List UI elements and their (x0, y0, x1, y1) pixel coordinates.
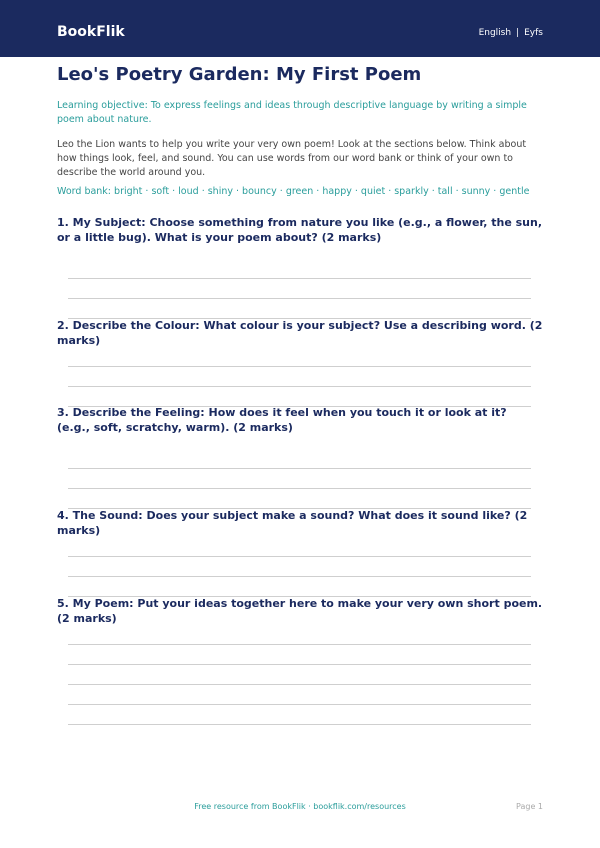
language-label: English (478, 28, 512, 38)
answer-line[interactable] (68, 576, 531, 577)
question-1: 1. My Subject: Choose something from nature you like (e.g., a flower, the sun, or a little bug). What is your poem about? (2 marks) (57, 216, 543, 244)
answer-line[interactable] (68, 684, 531, 685)
answer-line[interactable] (68, 298, 531, 299)
meta-separator: | (516, 28, 520, 38)
footer-credit[interactable]: Free resource from BookFlik · bookflik.com/resources (194, 802, 406, 811)
answer-line[interactable] (68, 468, 531, 469)
question-2: 2. Describe the Colour: What colour is your subject? Use a describing word. (2 marks) (57, 319, 543, 347)
intro-text: Leo the Lion wants to help you write your very own poem! Look at the sections below. Think about how things look, feel, and sound. You can use words from our word bank or think of your own to describe the world around you. (57, 139, 527, 178)
brand-logo[interactable]: BookFlik (57, 24, 125, 40)
question-4: 4. The Sound: Does your subject make a sound? What does it sound like? (2 marks) (57, 509, 528, 537)
answer-line[interactable] (68, 366, 531, 367)
word-bank: Word bank: bright · soft · loud · shiny · bouncy · green · happy · quiet · sparkly · tall · sunny · gentle (57, 186, 530, 197)
worksheet-title: Leo's Poetry Garden: My First Poem (57, 64, 422, 85)
answer-line[interactable] (68, 664, 531, 665)
learning-objective: Learning objective: To express feelings and ideas through descriptive language by writing a simple poem about nature. (57, 100, 527, 125)
answer-line[interactable] (68, 278, 531, 279)
answer-line[interactable] (68, 386, 531, 387)
answer-line[interactable] (68, 724, 531, 725)
question-3: 3. Describe the Feeling: How does it feel when you touch it or look at it? (e.g., soft, scratchy, warm). (2 marks) (57, 406, 507, 434)
page-number: Page 1 (516, 802, 543, 811)
level-label: Eyfs (524, 28, 543, 38)
site-header (0, 0, 600, 57)
answer-line[interactable] (68, 704, 531, 705)
answer-line[interactable] (68, 488, 531, 489)
answer-line[interactable] (68, 644, 531, 645)
header-meta (479, 28, 543, 38)
question-5: 5. My Poem: Put your ideas together here to make your very own short poem. (2 marks) (57, 597, 543, 625)
answer-line[interactable] (68, 556, 531, 557)
